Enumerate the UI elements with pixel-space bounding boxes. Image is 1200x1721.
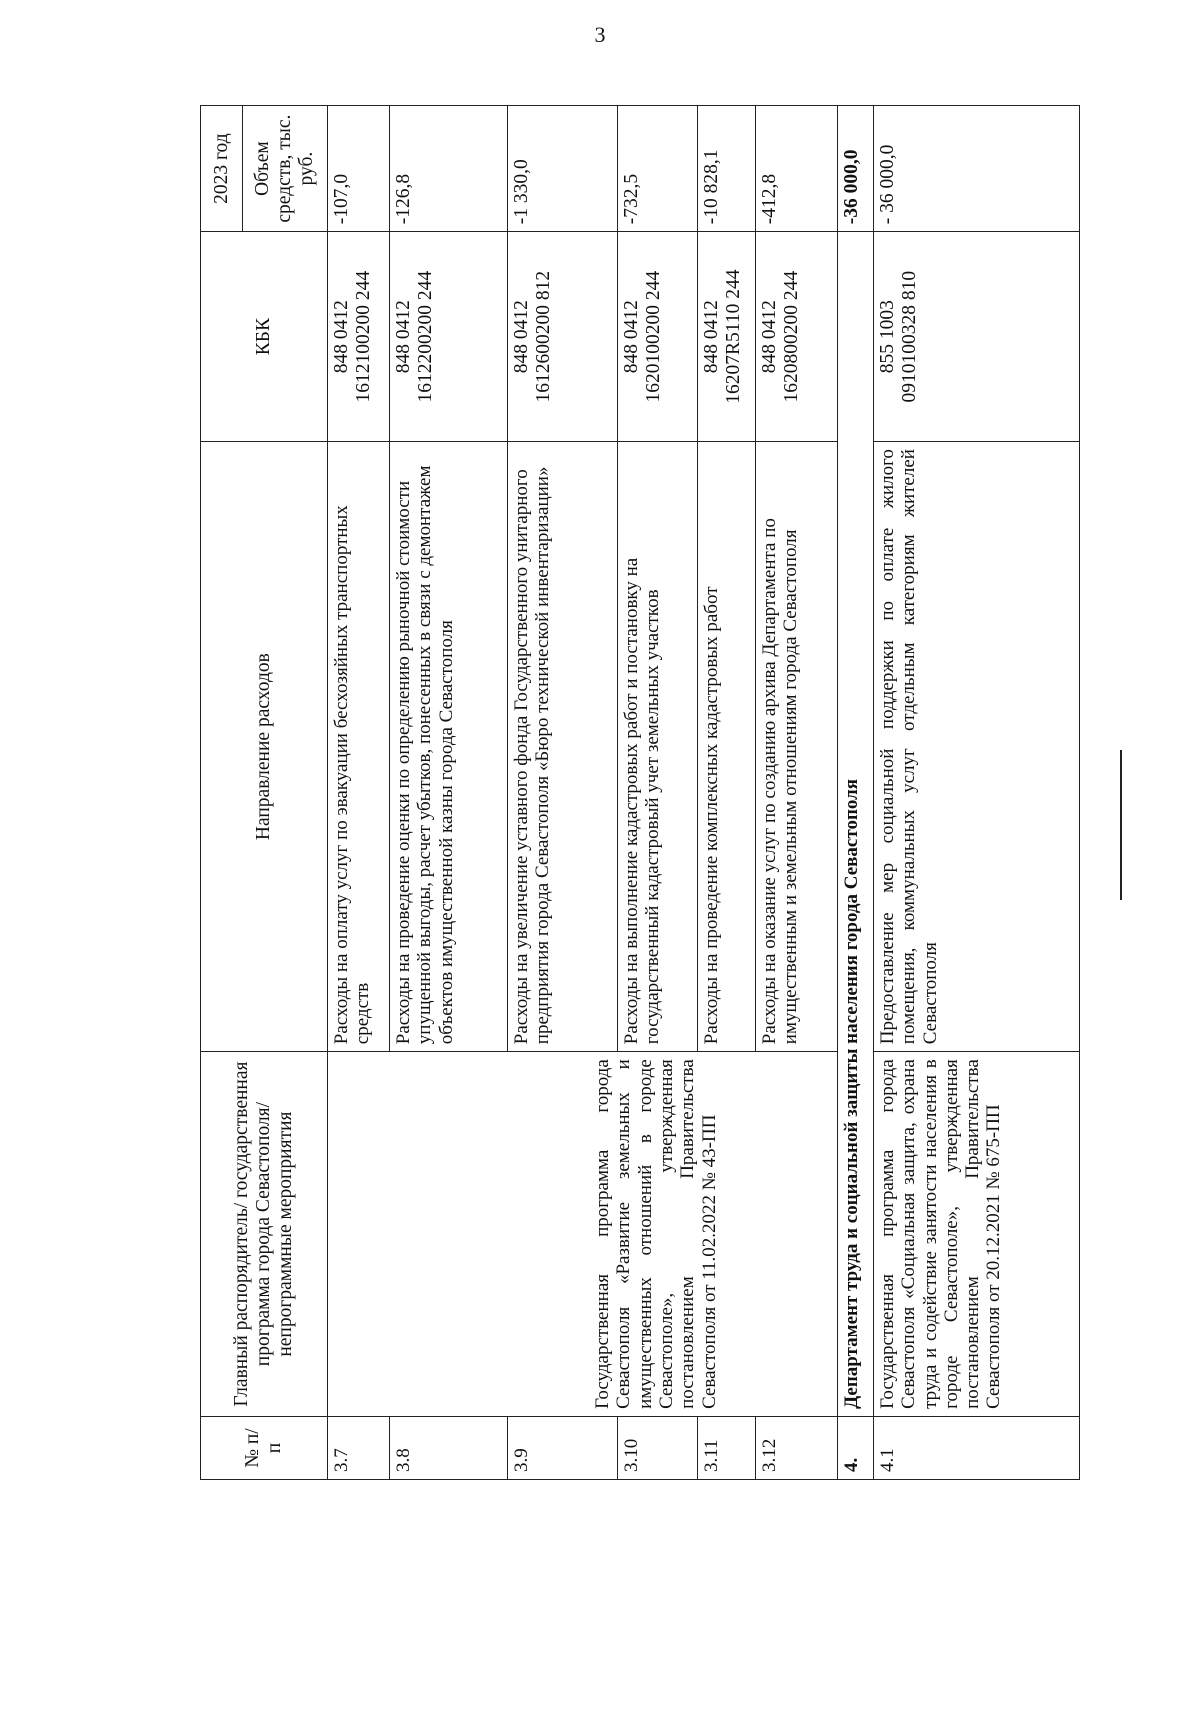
- kbk-code-2: 16207R5110 244: [722, 269, 744, 404]
- kbk-code-2: 1612600200 812: [532, 270, 554, 403]
- table-row: [328, 106, 390, 1480]
- kbk-cell: [618, 232, 698, 442]
- amount-cell: -126,8: [390, 106, 508, 232]
- direction-cell: Предоставление мер социальной поддержки по оплате жилого помещения, коммунальных услуг отдельным категориям жителей Севастополя: [874, 442, 1080, 1052]
- col-direction-header: Направление расходов: [201, 442, 328, 1052]
- col-num-header: № п/п: [201, 1416, 328, 1479]
- page-number: 3: [594, 22, 606, 47]
- program-cell: Государственная программа города Севастополя «Развитие земельных и имущественных отношений в городе Севастополе», утвержденная постановлением Правительства Севастополя от 11.02.2022 № 43-ПП: [328, 1052, 838, 1417]
- row-num: 3.12: [756, 1416, 838, 1479]
- amount-cell: -107,0: [328, 106, 390, 232]
- kbk-cell: [328, 232, 390, 442]
- closing-rule: [1120, 750, 1122, 900]
- kbk-code-1: 855 1003: [877, 300, 898, 374]
- kbk-code-2: 1620800200 244: [780, 270, 802, 403]
- row-num: 4.: [838, 1416, 874, 1479]
- program-cell: Государственная программа города Севастополя «Социальная защита, охрана труда и содействие занятости населения в городе Севастополе», утвержденная постановлением Правительства Севастополя от 20.12.2021 № 675-ПП: [874, 1052, 1080, 1417]
- kbk-code-1: 848 0412: [759, 300, 780, 374]
- department-name: Департамент труда и социальной защиты населения города Севастополя: [838, 232, 874, 1417]
- department-row: [838, 106, 874, 1480]
- direction-cell: Расходы на оказание услуг по созданию архива Департамента по имущественным и земельным отношениям города Севастополя: [756, 442, 838, 1052]
- col-program-header: Главный распорядитель/ государственная программа города Севастополя/непрограммные мероприятия: [201, 1052, 328, 1417]
- row-num: 3.9: [508, 1416, 618, 1479]
- kbk-code-2: 1620100200 244: [642, 270, 664, 403]
- kbk-cell: [756, 232, 838, 442]
- budget-table: [200, 105, 1080, 1480]
- direction-cell: Расходы на проведение оценки по определению рыночной стоимости упущенной выгоды, расчет убытков, понесенных в связи с демонтажем объектов имущественной казны города Севастополя: [390, 442, 508, 1052]
- col-kbk-header: КБК: [201, 232, 328, 442]
- kbk-code-1: 848 0412: [621, 300, 642, 374]
- kbk-cell: [508, 232, 618, 442]
- direction-cell: Расходы на выполнение кадастровых работ и постановку на государственный кадастровый учет земельных участков: [618, 442, 698, 1052]
- col-year-header: 2023 год: [201, 106, 243, 232]
- amount-cell: -412,8: [756, 106, 838, 232]
- col-amount-header: Объем средств, тыс. руб.: [243, 106, 328, 232]
- direction-cell: Расходы на проведение комплексных кадастровых работ: [698, 442, 756, 1052]
- row-num: 3.8: [390, 1416, 508, 1479]
- table-row: [874, 106, 1080, 1480]
- direction-cell: Расходы на увеличение уставного фонда Государственного унитарного предприятия города Севастополя «Бюро технической инвентаризации»: [508, 442, 618, 1052]
- amount-cell: -10 828,1: [698, 106, 756, 232]
- amount-cell: -732,5: [618, 106, 698, 232]
- row-num: 3.11: [698, 1416, 756, 1479]
- rotated-table-container: [200, 105, 1080, 1480]
- row-num: 4.1: [874, 1416, 1080, 1479]
- kbk-code-1: 848 0412: [511, 300, 532, 374]
- kbk-code-2: 1612200200 244: [414, 270, 436, 403]
- kbk-cell: [390, 232, 508, 442]
- kbk-cell: [698, 232, 756, 442]
- direction-cell: Расходы на оплату услуг по эвакуации бесхозяйных транспортных средств: [328, 442, 390, 1052]
- kbk-code-1: 848 0412: [331, 300, 352, 374]
- amount-cell: -1 330,0: [508, 106, 618, 232]
- kbk-code-2: 1612100200 244: [352, 270, 374, 403]
- header-row: [201, 106, 243, 1480]
- amount-cell: - 36 000,0: [874, 106, 1080, 232]
- row-num: 3.7: [328, 1416, 390, 1479]
- kbk-code-2: 0910100328 810: [898, 270, 920, 403]
- row-num: 3.10: [618, 1416, 698, 1479]
- amount-cell: -36 000,0: [838, 106, 874, 232]
- kbk-cell: [874, 232, 1080, 442]
- kbk-code-1: 848 0412: [393, 300, 414, 374]
- kbk-code-1: 848 0412: [701, 300, 722, 374]
